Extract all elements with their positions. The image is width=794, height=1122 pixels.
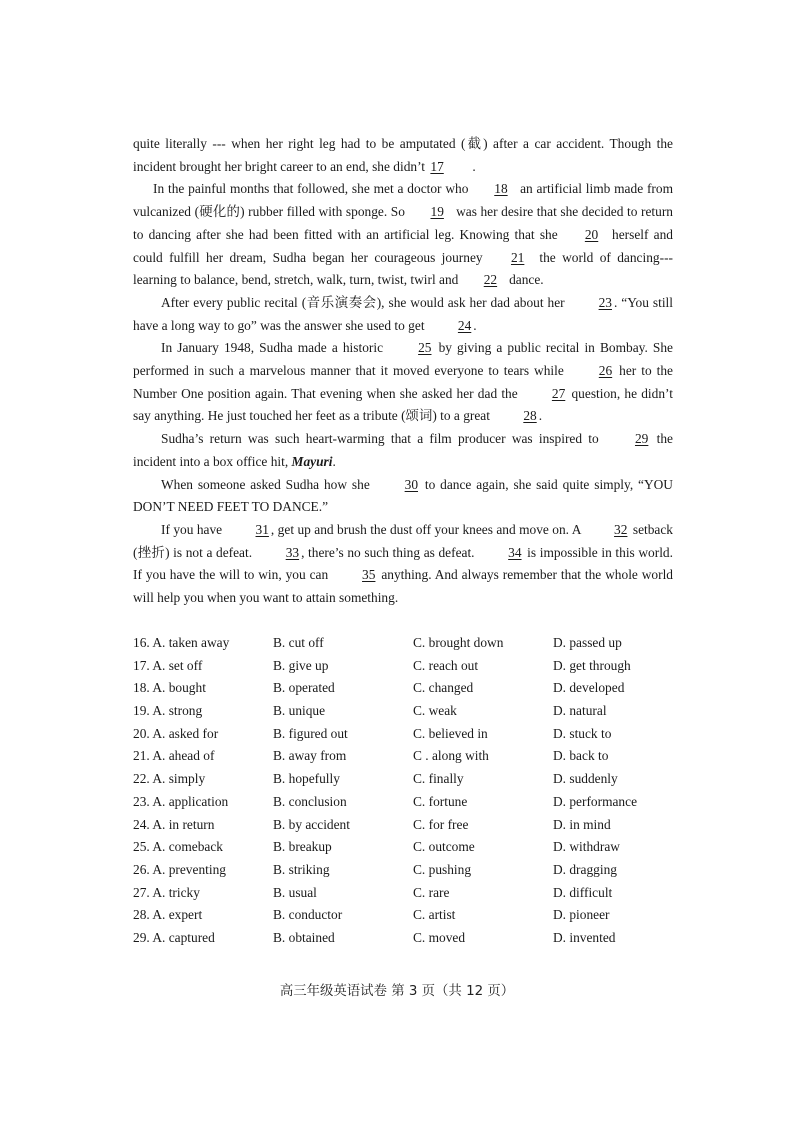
- option-c: C. artist: [413, 907, 456, 923]
- option-d: D. natural: [553, 703, 607, 719]
- option-b: B. breakup: [273, 839, 332, 855]
- option-b: B. conductor: [273, 907, 343, 923]
- blank-18: 18: [494, 181, 508, 197]
- option-b: B. figured out: [273, 725, 348, 741]
- option-row: [133, 904, 693, 927]
- option-row: [133, 836, 693, 859]
- option-c: C. finally: [413, 771, 464, 787]
- option-a: 19. A. strong: [133, 703, 203, 719]
- option-row: [133, 723, 693, 746]
- option-d: D. stuck to: [553, 725, 612, 741]
- option-d: D. withdraw: [553, 839, 620, 855]
- option-d: D. pioneer: [553, 907, 610, 923]
- blank-21: 21: [510, 249, 525, 265]
- option-d: D. in mind: [553, 816, 611, 832]
- option-a: 17. A. set off: [133, 657, 203, 673]
- blank-19: 19: [430, 204, 444, 220]
- option-a: 16. A. taken away: [133, 635, 230, 650]
- option-row: [133, 814, 693, 837]
- option-d: D. difficult: [553, 884, 613, 900]
- blank-24: 24: [457, 317, 472, 333]
- paragraph-4: In January 1948, Sudha made a historic 25 by giving a public recital in Bombay. She performed in such a marvelous manner that it moved everyone to tears while 26 her to the Number One position again. That evening when she asked her dad the 27 question, he didn’t say anything. He just touched her feet as a tribute (颂词) to a great 28 .: [133, 337, 673, 428]
- option-c: C. believed in: [413, 725, 488, 741]
- option-b: B. unique: [273, 703, 326, 719]
- option-a: 29. A. captured: [133, 929, 215, 945]
- option-b: B. usual: [273, 884, 317, 900]
- option-a: 28. A. expert: [133, 907, 203, 923]
- blank-23: 23: [598, 294, 612, 310]
- paragraph-7: If you have 31 , get up and brush the dust off your knees and move on. A 32 setback (挫折) is not a defeat. 33 , there’s no such thing as defeat. 34 is impossible in this world. If you have the will to win, you can 35 anything. And always remember that the whole world will help you when you want to attain something.: [133, 519, 673, 610]
- blank-30: 30: [404, 476, 419, 492]
- option-d: D. invented: [553, 929, 616, 945]
- answer-options: [133, 632, 693, 950]
- option-b: B. away from: [273, 748, 347, 764]
- option-row: [133, 859, 693, 882]
- blank-31: 31: [255, 521, 269, 537]
- option-d: D. performance: [553, 793, 638, 809]
- blank-29: 29: [634, 431, 649, 447]
- paragraph-3: After every public recital (音乐演奏会), she would ask her dad about her 23 . “You still have a long way to go” was the answer she used to get 24 .: [133, 292, 673, 337]
- blank-27: 27: [551, 385, 566, 401]
- option-a: 18. A. bought: [133, 680, 206, 696]
- option-c: C. brought down: [413, 635, 504, 650]
- option-c: C. outcome: [413, 839, 475, 855]
- option-row: [133, 791, 693, 814]
- option-a: 24. A. in return: [133, 816, 215, 832]
- option-b: B. operated: [273, 680, 335, 696]
- option-c: C. pushing: [413, 861, 472, 877]
- option-c: C. rare: [413, 884, 450, 900]
- option-row: [133, 632, 693, 655]
- option-b: B. obtained: [273, 929, 335, 945]
- option-d: D. dragging: [553, 861, 617, 877]
- paragraph-5: Sudha’s return was such heart-warming that a film producer was inspired to 29 the incident into a box office hit, Mayuri.: [133, 428, 673, 473]
- option-d: D. suddenly: [553, 771, 618, 787]
- option-b: B. hopefully: [273, 771, 340, 787]
- option-b: B. by accident: [273, 816, 350, 832]
- option-row: [133, 655, 693, 678]
- option-c: C. reach out: [413, 657, 479, 673]
- paragraph-1: quite literally --- when her right leg had to be amputated (截) after a car accident. Though the incident brought her bright career to an end, she didn’t 17 .: [133, 133, 673, 178]
- option-row: [133, 700, 693, 723]
- blank-28: 28: [523, 408, 537, 424]
- blank-33: 33: [285, 544, 300, 560]
- option-c: C. fortune: [413, 793, 468, 809]
- option-b: B. striking: [273, 861, 330, 877]
- film-title: Mayuri: [291, 453, 333, 469]
- option-row: [133, 745, 693, 768]
- option-row: [133, 927, 693, 950]
- option-a: 23. A. application: [133, 793, 229, 809]
- blank-20: 20: [584, 226, 599, 242]
- option-row: [133, 677, 693, 700]
- blank-25: 25: [418, 340, 432, 356]
- blank-26: 26: [598, 363, 613, 379]
- option-a: 22. A. simply: [133, 771, 206, 787]
- page-footer: 高三年级英语试卷 第 3 页（共 12 页）: [279, 984, 515, 999]
- option-row: [133, 882, 693, 905]
- paragraph-6: When someone asked Sudha how she 30 to dance again, she said quite simply, “YOU DON’T NEED FEET TO DANCE.”: [133, 474, 673, 519]
- option-row: [133, 768, 693, 791]
- paragraph-2: In the painful months that followed, she met a doctor who 18 an artificial limb made from vulcanized (硬化的) rubber filled with sponge. So 19 was her desire that she decided to return to dancing after she had been fitted with an artificial leg. Knowing that she 20 herself and could fulfill her dream, Sudha began her courageous journey 21 the world of dancing---learning to balance, bend, stretch, walk, turn, twist, twirl and 22 dance.: [133, 178, 673, 292]
- option-c: C. moved: [413, 929, 466, 945]
- blank-34: 34: [508, 544, 522, 560]
- option-b: B. conclusion: [273, 793, 347, 809]
- blank-35: 35: [362, 567, 376, 583]
- option-b: B. give up: [273, 657, 329, 673]
- blank-32: 32: [614, 521, 628, 537]
- option-a: 21. A. ahead of: [133, 748, 215, 764]
- option-d: D. developed: [553, 680, 625, 696]
- option-a: 27. A. tricky: [133, 884, 200, 900]
- option-d: D. get through: [553, 657, 631, 673]
- passage: [133, 133, 673, 610]
- option-c: C. changed: [413, 680, 474, 696]
- option-c: C. for free: [413, 816, 469, 832]
- option-c: C . along with: [413, 748, 489, 764]
- option-a: 20. A. asked for: [133, 725, 219, 741]
- option-a: 26. A. preventing: [133, 861, 226, 877]
- option-a: 25. A. comeback: [133, 839, 223, 855]
- option-c: C. weak: [413, 703, 457, 719]
- option-d: D. back to: [553, 748, 609, 764]
- blank-22: 22: [483, 272, 498, 288]
- option-d: D. passed up: [553, 635, 622, 650]
- option-b: B. cut off: [273, 635, 324, 650]
- blank-17: 17: [430, 158, 444, 174]
